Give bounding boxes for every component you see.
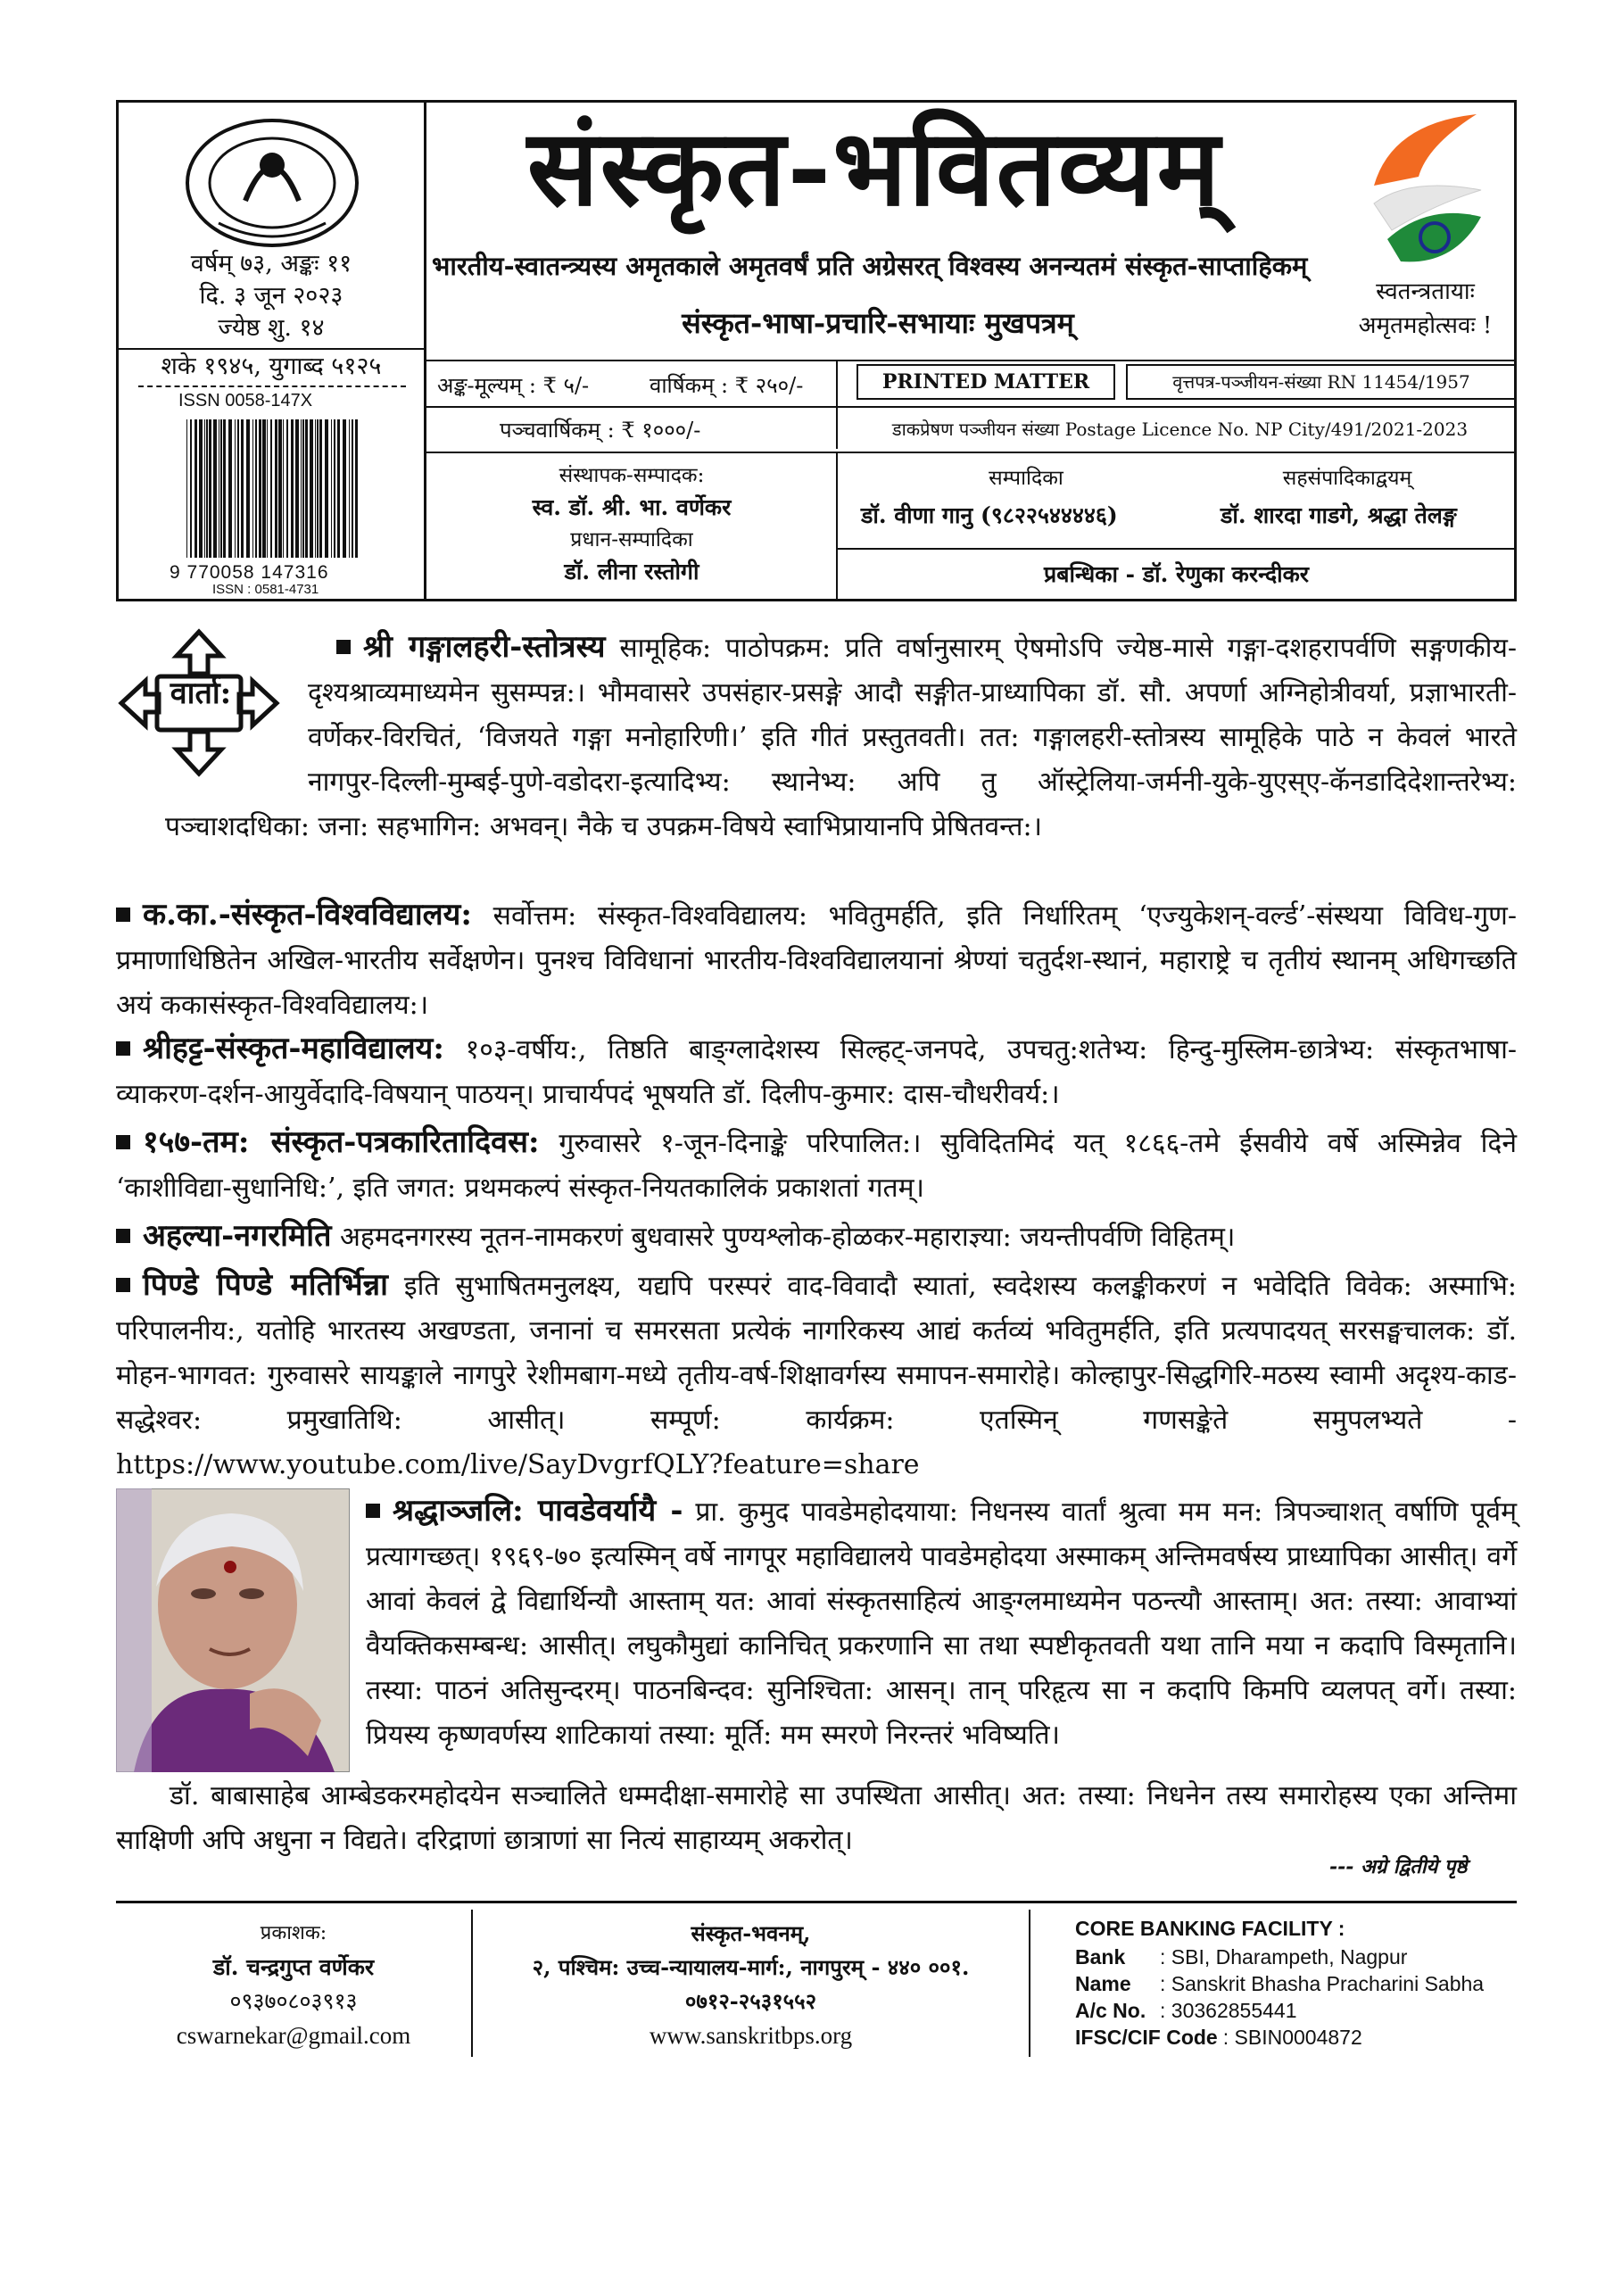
- barcode-bar: [241, 419, 244, 558]
- barcode-number: 9 770058 147316: [170, 562, 329, 583]
- issue-tithi: ज्येष्ठ शु. १४: [218, 314, 325, 342]
- tribute-heading: श्रद्धाञ्जलि: पावडेवर्यायै -: [393, 1493, 683, 1529]
- issue-price: अङ्क-मूल्यम् : ₹ ५/-: [437, 373, 590, 398]
- vaarta-label: वार्ता:: [170, 676, 232, 711]
- news-text: गुरुवासरे १-जून-दिनाङ्के परिपालित:। सुविदितमिदं यत् १८६६-तमे ईसवीये वर्षे अस्मिन्नेव दिने ‘काशीविद्या-सुधानिधि:’, इति जगत: प्रथमकल्पं संस्कृत-नियतकालिकं प्रकाशतां गतम्।: [116, 1128, 1517, 1204]
- office-block: [473, 1917, 1029, 2052]
- barcode-bar: [186, 419, 187, 558]
- bank-row-label: A/c No.: [1075, 1999, 1146, 2022]
- barcode-bar: [262, 419, 266, 558]
- news-item-5: [116, 1214, 1517, 1260]
- divider: [426, 452, 1517, 453]
- bank-row-label: IFSC/CIF Code: [1075, 2026, 1218, 2049]
- postal-licence: डाकप्रेषण पञ्जीयन संख्या Postage Licence No. NP City/491/2021-2023: [891, 419, 1469, 440]
- emblem-caption: स्वतन्त्रतायाः अमृतमहोत्सवः !: [1358, 278, 1493, 339]
- bank-row-value: : Sanskrit Bhasha Pracharini Sabha: [1160, 1972, 1485, 1995]
- barcode-bar: [291, 419, 294, 558]
- news-heading: अहल्या-नगरमिति: [143, 1218, 332, 1254]
- coeditors-label: सहसंपादिकाद्वयम्: [1282, 467, 1412, 490]
- barcode-bar: [331, 419, 332, 558]
- barcode-bar: [337, 419, 340, 558]
- barcode-bar: [194, 419, 197, 558]
- bullet-square-icon: [116, 1229, 130, 1243]
- news-item-2: [116, 892, 1517, 1028]
- issn-bottom: ISSN : 0581-4731: [212, 582, 319, 597]
- news-text: इति सुभाषितमनुलक्ष्य, यद्यपि परस्परं वाद-विवादौ स्यातां, स्वदेशस्य कलङ्कीकरणं न भवेदिति विवेक: अस्माभि: परिपालनीय:, यतोहि भारतस्य अखण्डता, जनानां च समरसता प्रत्येकं नागरिकस्य आद्यं कर्तव्यं भवितुमर्हति, इति प्रत्यपादयत् सरसङ्घचालक: डॉ. मोहन-भागवत: गुरुवासरे सायङ्काले नागपुरे रेशीमबाग-मध्ये तृतीय-वर्ष-शिक्षावर्गस्य समापन-समारोहे। कोल्हापुर-सिद्धगिरि-मठस्य स्वामी अदृश्य-काड-सद्धेश्वर: प्रमुखातिथि: आसीत्। सम्पूर्ण: कार्यक्रम: एतस्मिन् गणसङ्केते समुपलभ्यते - https://www.youtube.com/live/SayDvgrfQLY?feature=share: [116, 1271, 1517, 1480]
- news-text: अहमदनगरस्य नूतन-नामकरणं बुधवासरे पुण्यश्लोक-होळकर-महाराज्ञ्या: जयन्तीपर्वणि विहितम्।: [331, 1222, 1236, 1253]
- news-heading: श्रीहट्ट-संस्कृत-महाविद्यालय:: [143, 1031, 444, 1066]
- tricolour-emblem-icon: [1356, 105, 1490, 275]
- publisher-phone: ०९३७०८०३९१३: [229, 1988, 358, 2014]
- org-line: संस्कृत-भाषा-प्रचारि-सभायाः मुखपत्रम्: [682, 306, 1074, 340]
- barcode-bar: [301, 419, 302, 558]
- bullet-square-icon: [116, 908, 130, 922]
- barcode-bar: [295, 419, 299, 558]
- news-heading: १५७-तम: संस्कृत-पत्रकारितादिवस:: [143, 1124, 540, 1160]
- news-text: १०३-वर्षीय:, तिष्ठति बाङ्ग्लादेशस्य सिल्हट्-जनपदे, उपचतु:शतेभ्य: हिन्दु-मुस्लिम-छात्रेभ्य: संस्कृतभाषा-व्याकरण-दर्शन-आयुर्वेदादि-विषयान् पाठयन्। प्राचार्यपदं भूषयति डॉ. दिलीप-कुमार: दास-चौधरीवर्य:।: [116, 1034, 1517, 1110]
- barcode-bar: [305, 419, 308, 558]
- barcode-bar: [237, 419, 239, 558]
- publisher-name: डॉ. चन्द्रगुप्त वर्णेकर: [212, 1954, 375, 1980]
- office-phone: ०७१२-२५३१५५२: [684, 1988, 817, 2014]
- office-name: संस्कृत-भवनम्,: [691, 1920, 811, 1946]
- issn-top: ISSN 0058-147X: [178, 391, 313, 410]
- tribute-item: [116, 1488, 1517, 1863]
- bank-row: [1075, 1944, 1517, 1970]
- bank-row-label: Bank: [1075, 1945, 1126, 1969]
- barcode-bar: [325, 419, 328, 558]
- barcode-bar: [190, 419, 192, 558]
- dashed-divider: [138, 385, 406, 387]
- barcode-bar: [220, 419, 222, 558]
- founder-label: संस्थापक-सम्पादक:: [559, 464, 705, 487]
- barcode-bar: [349, 419, 350, 558]
- barcode-bar: [270, 419, 272, 558]
- barcode-bar: [206, 419, 208, 558]
- tribute-text-2: डॉ. बाबासाहेब आम्बेडकरमहोदयेन सञ्चालिते धम्मदीक्षा-समारोहे सा उपस्थिता आसीत्। अत: तस्या: निधनेन तस्य समारोहस्य एका अन्तिमा साक्षिणी अपि अधुना न विद्यते। दरिद्राणां छात्राणां सा नित्यं साहाय्यम् अकरोत्।: [116, 1780, 1517, 1856]
- bullet-square-icon: [116, 1278, 130, 1292]
- publisher-email[interactable]: cswarnekar@gmail.com: [176, 2022, 411, 2049]
- divider: [1029, 1910, 1030, 2057]
- registration-number: वृत्तपत्र-पञ्जीयन-संख्या RN 11454/1957: [1126, 364, 1517, 400]
- bank-row: [1075, 1970, 1517, 1997]
- barcode-bar: [259, 419, 261, 558]
- bullet-square-icon: [116, 1041, 130, 1056]
- subtitle: भारतीय-स्वातन्त्र्यस्य अमृतकाले अमृतवर्षं प्रति अग्रेसरत् विश्वस्य अनन्यतमं संस्कृत-साप्ताहिकम्: [432, 251, 1308, 281]
- barcode-bar: [317, 419, 319, 558]
- issue-date: दि. ३ जून २०२३: [199, 282, 343, 310]
- barcode-bar: [228, 419, 232, 558]
- barcode-bar: [355, 419, 358, 558]
- printed-matter-box: PRINTED MATTER: [857, 364, 1115, 400]
- issue-info: [119, 248, 424, 344]
- manager-name: प्रबन्धिका - डॉ. रेणुका करन्दीकर: [1044, 561, 1309, 587]
- divider: [119, 348, 424, 350]
- coeditors-names: डॉ. शारदा गाडगे, श्रद्धा तेलङ्ग: [1221, 502, 1457, 528]
- news-text: सामूहिक: पाठोपक्रम: प्रति वर्षानुसारम् ऐषमोऽपि ज्येष्ठ-मासे गङ्गा-दशहरापर्वणि सङ्गणकीय-दृश्यश्राव्यमाध्यमेन सुसम्पन्न:। भौमवासरे उपसंहार-प्रसङ्गे आदौ सङ्गीत-प्राध्यापिका डॉ. सौ. अपर्णा अग्निहोत्रीवर्या, प्रज्ञाभारती-वर्णेकर-विरचितं, ‘विजयते गङ्गा मनोहारिणी।’ इति गीतं प्रस्तुतवती। तत: गङ्गालहरी-स्तोत्रस्य सामूहिके पाठे न केवलं भारते नागपुर-दिल्ली-मुम्बई-पुणे-वडोदरा-इत्यादिभ्य: स्थानेभ्य: अपि तु ऑस्ट्रेलिया-जर्मनी-युके-युएस्ए-कॅनडादिदेशान्तरेभ्य: पञ्चाशदधिका: जना: सहभागिन: अभवन्। नैके च उपक्रम-विषये स्वाभिप्रायानपि प्रेषितवन्त:।: [165, 633, 1517, 842]
- bullet-square-icon: [336, 640, 351, 654]
- divider: [836, 548, 1517, 550]
- barcode-bar: [334, 419, 335, 558]
- barcode-bar: [267, 419, 268, 558]
- barcode-bar: [209, 419, 211, 558]
- news-heading: क.का.-संस्कृत-विश्वविद्यालय:: [143, 897, 472, 932]
- publisher-block: [116, 1917, 471, 2052]
- news-heading: पिण्डे पिण्डे मतिर्भिन्ना: [143, 1267, 388, 1303]
- barcode-bar: [319, 419, 322, 558]
- barcode-bar: [223, 419, 226, 558]
- barcode-bar: [352, 419, 353, 558]
- news-item-4: [116, 1120, 1517, 1211]
- bank-title: CORE BANKING FACILITY :: [1075, 1917, 1345, 1940]
- barcode-bar: [283, 419, 284, 558]
- barcode-bar: [275, 419, 277, 558]
- bank-block: [1075, 1915, 1517, 2051]
- barcode-icon: [183, 419, 361, 562]
- chief-editor-label: प्रधान-सम्पादिका: [570, 528, 693, 551]
- bank-row-value: : SBIN0004872: [1222, 2026, 1362, 2049]
- bullet-square-icon: [366, 1504, 380, 1518]
- barcode-bar: [343, 419, 346, 558]
- news-heading: श्री गङ्गालहरी-स्तोत्रस्य: [363, 629, 606, 665]
- barcode-bar: [204, 419, 205, 558]
- bank-row-label: Name: [1075, 1972, 1131, 1995]
- bank-row-value: : 30362855441: [1160, 1999, 1297, 2022]
- news-item-6: [116, 1263, 1517, 1488]
- float-spacer: [165, 625, 308, 803]
- editor-label: सम्पादिका: [989, 467, 1063, 490]
- office-website[interactable]: www.sanskritbps.org: [649, 2022, 853, 2049]
- bank-row-value: : SBI, Dharampeth, Nagpur: [1160, 1945, 1408, 1969]
- barcode-bar: [286, 419, 288, 558]
- office-address: २, पश्चिम: उच्च-न्यायालय-मार्ग:, नागपुरम् - ४४० ००१.: [532, 1954, 970, 1980]
- editor-name: डॉ. वीणा गानु (९८२२५४४४४६): [861, 502, 1118, 528]
- annual-price: वार्षिकम् : ₹ २५०/-: [650, 373, 804, 398]
- bullet-square-icon: [116, 1135, 130, 1149]
- publisher-label: प्रकाशक:: [260, 1922, 327, 1944]
- founder-name: स्व. डॉ. श्री. भा. वर्णेकर: [532, 494, 732, 520]
- divider: [426, 360, 1517, 361]
- barcode-bar: [302, 419, 304, 558]
- tribute-text: प्रा. कुमुद पावडेमहोदयाया: निधनस्य वार्तां श्रुत्वा मम मन: त्रिपञ्चाशत् वर्षाणि पूर्वम् प्रत्यागच्छत्। १९६९-७० इत्यस्मिन् वर्षे नागपूर महाविद्यालये पावडेमहोदया अस्माकम् अन्तिमवर्षस्य प्राध्यापिका आसीत्। वर्गे आवां केवलं द्वे विद्यार्थिन्यौ आस्ताम् यत: आवां संस्कृतसाहित्यं आङ्ग्लमाध्यमेन पठन्त्यौ आस्ताम्। अत: तस्या: आवाभ्यां वैयक्तिकसम्बन्ध: आसीत्। लघुकौमुद्यां कानिचित् प्रकरणानि सा तथा स्पष्टीकृतवती यथा तानि मया न कदापि विस्मृतानि। तस्या: पाठनं अतिसुन्दरम्। पाठनबिन्दव: सुनिश्चिता: आसन्। तान् परिहृत्य सा न कदापि किमपि व्यलपत् वर्गे। तस्या: प्रियस्य कृष्णवर्णस्य शाटिकायां तस्या: मूर्ति: मम स्मरणे निरन्तरं भविष्यति।: [366, 1496, 1518, 1751]
- barcode-bar: [213, 419, 217, 558]
- barcode-bar: [235, 419, 236, 558]
- founder-block: [426, 460, 837, 588]
- news-text: सर्वोत्तम: संस्कृत-विश्वविद्यालय: भवितुमर्हति, इति निर्धारितम् ‘एज्युकेशन्-वर्ल्ड’-संस्थया विविध-गुण-प्रमाणाधिष्ठितेन अखिल-भारतीय सर्वेक्षणेन। पुनश्च विविधानां भारतीय-विश्वविद्यालयानां श्रेण्यां चतुर्दश-स्थानं, महाराष्ट्रे च तृतीयं स्थानम् अधिगच्छति अयं ककासंस्कृत-विश्वविद्यालय:।: [116, 900, 1517, 1021]
- barcode-bar: [315, 419, 316, 558]
- news-item-1: [165, 625, 1517, 850]
- barcode-bar: [278, 419, 282, 558]
- barcode-bar: [255, 419, 257, 558]
- bank-row: [1075, 2024, 1517, 2051]
- barcode-bar: [246, 419, 250, 558]
- page-title: संस्कृत-भवितव्यम्: [526, 105, 1222, 229]
- news-item-3: [116, 1026, 1517, 1117]
- float-spacer: [116, 1488, 366, 1774]
- chief-editor-name: डॉ. लीना रस्तोगी: [564, 559, 699, 584]
- bank-row: [1075, 1997, 1517, 2024]
- barcode-bar: [199, 419, 203, 558]
- issue-shaka: शके १९४५, युगाब्द ५१२५: [161, 352, 382, 380]
- barcode-bar: [310, 419, 313, 558]
- five-year-price: पञ्चवार्षिकम् : ₹ १०००/-: [500, 418, 701, 443]
- seal-emblem-icon: [183, 116, 361, 250]
- divider: [426, 406, 1517, 408]
- divider: [836, 360, 838, 449]
- continued-note: --- अग्रे द्वितीये पृष्ठे: [1329, 1855, 1468, 1878]
- barcode-bar: [252, 419, 253, 558]
- issue-volume: वर्षम् ७३, अङ्कः ११: [190, 250, 352, 278]
